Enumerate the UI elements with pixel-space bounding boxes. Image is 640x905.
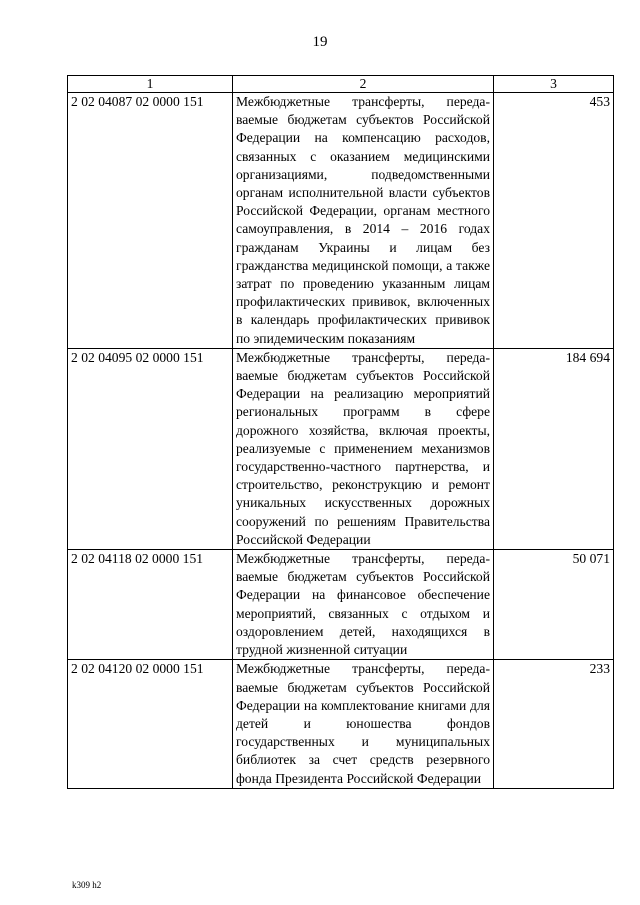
amount: 184 694 [494, 348, 614, 549]
column-header-1: 1 [68, 76, 233, 93]
transfer-description: Межбюджетные трансферты, передаваемые бюджетам субъектов Российской Федерации на реализацию мероприятий региональных программ в сфере дорожного хозяйства, включая проекты, реализуемые с применением механизмов государственно-частного партнерства, и строительство, реконструкцию и ремонт уникальных искусственных дорожных сооружений по решениям Правительства Российской Федерации [233, 348, 494, 549]
amount: 50 071 [494, 550, 614, 660]
column-header-2: 2 [233, 76, 494, 93]
budget-code: 2 02 04087 02 0000 151 [68, 93, 233, 349]
page-number: 19 [312, 34, 328, 50]
table-row [68, 348, 614, 549]
budget-code: 2 02 04118 02 0000 151 [68, 550, 233, 660]
transfer-description: Межбюджетные трансферты, передаваемые бюджетам субъектов Российской Федерации на финансовое обеспечение мероприятий, связанных с отдыхом и оздоровлением детей, находящихся в трудной жизненной ситуации [233, 550, 494, 660]
amount: 233 [494, 660, 614, 788]
table-header-row [68, 76, 614, 93]
table-row [68, 660, 614, 788]
table-row [68, 550, 614, 660]
budget-code: 2 02 04095 02 0000 151 [68, 348, 233, 549]
transfer-description: Межбюджетные трансферты, передаваемые бюджетам субъектов Российской Федерации на комплектование книгами для детей и юношества фондов государственных и муниципальных библиотек за счет средств резервного фонда Президента Российской Федерации [233, 660, 494, 788]
column-header-3: 3 [494, 76, 614, 93]
footer-document-code: k309 h2 [72, 880, 102, 890]
budget-code: 2 02 04120 02 0000 151 [68, 660, 233, 788]
amount: 453 [494, 93, 614, 349]
table-row [68, 93, 614, 349]
transfer-description: Межбюджетные трансферты, передаваемые бюджетам субъектов Российской Федерации на компенсацию расходов, связанных с оказанием медицинскими организациями, подведомственными органам исполнительной власти субъектов Российской Федерации, органам местного самоуправления, в 2014 – 2016 годах гражданам Украины и лицам без гражданства медицинской помощи, а также затрат по проведению указанным лицам профилактических прививок, включенных в календарь профилактических прививок по эпидемическим показаниям [233, 93, 494, 349]
budget-table [67, 75, 614, 789]
